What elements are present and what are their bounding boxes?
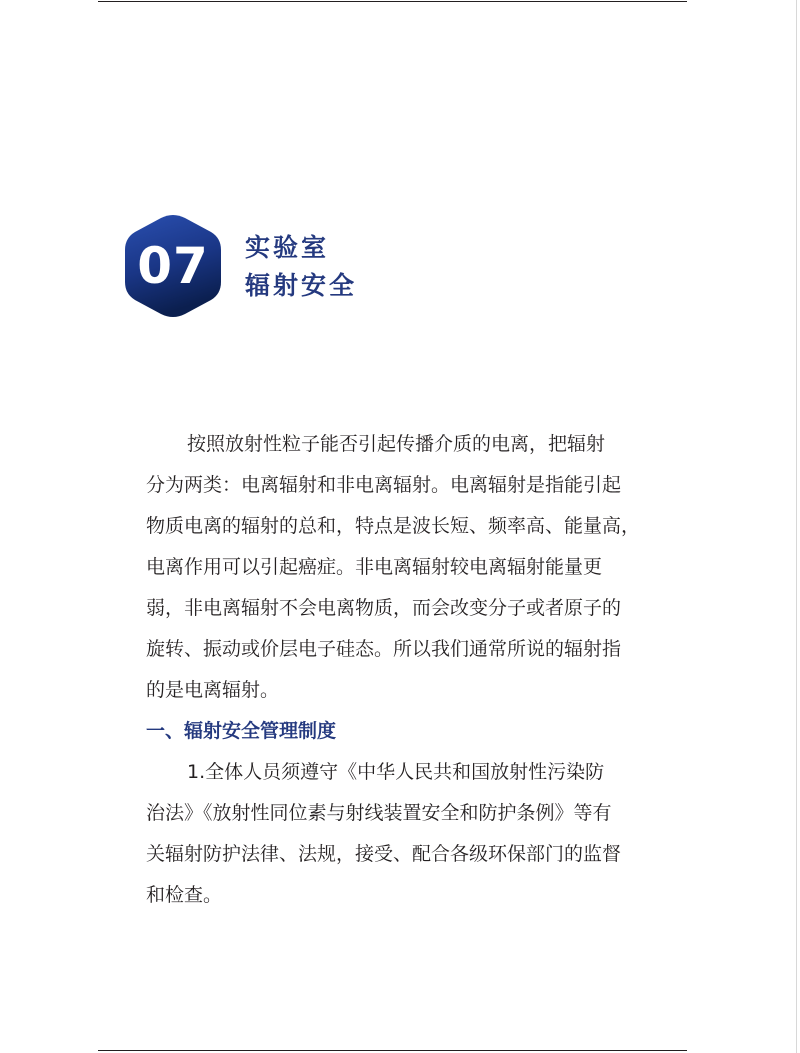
intro-line: 电离作用可以引起癌症。非电离辐射较电离辐射能量更: [146, 556, 603, 578]
chapter-title-line-1: 实验室: [245, 233, 330, 262]
intro-line: 弱，非电离辐射不会电离物质，而会改变分子或者原子的: [146, 597, 622, 619]
body-text: [146, 424, 658, 916]
intro-line: 按照放射性粒子能否引起传播介质的电离，把辐射: [187, 433, 606, 455]
chapter-badge: [123, 214, 223, 318]
intro-line: 旋转、振动或价层电子硅态。所以我们通常所说的辐射指: [146, 638, 622, 660]
chapter-number: 07: [137, 237, 209, 295]
rule-line: 1.全体人员须遵守《中华人民共和国放射性污染防: [187, 761, 605, 783]
rule-line: 关辐射防护法律、法规，接受、配合各级环保部门的监督: [146, 843, 622, 865]
top-rule: [98, 1, 687, 2]
chapter-title-line-2: 辐射安全: [245, 271, 358, 300]
intro-line: 物质电离的辐射的总和，特点是波长短、频率高、能量高，: [146, 515, 641, 537]
chapter-title: [245, 229, 357, 305]
section-heading: 一、辐射安全管理制度: [146, 720, 337, 742]
page-edge: [796, 0, 800, 1053]
bottom-rule: [98, 1050, 687, 1051]
rule-line: 和检查。: [146, 884, 223, 906]
intro-line: 分为两类：电离辐射和非电离辐射。电离辐射是指能引起: [146, 474, 622, 496]
intro-line: 的是电离辐射。: [146, 679, 280, 701]
rule-line: 治法》《放射性同位素与射线装置安全和防护条例》等有: [146, 802, 612, 824]
